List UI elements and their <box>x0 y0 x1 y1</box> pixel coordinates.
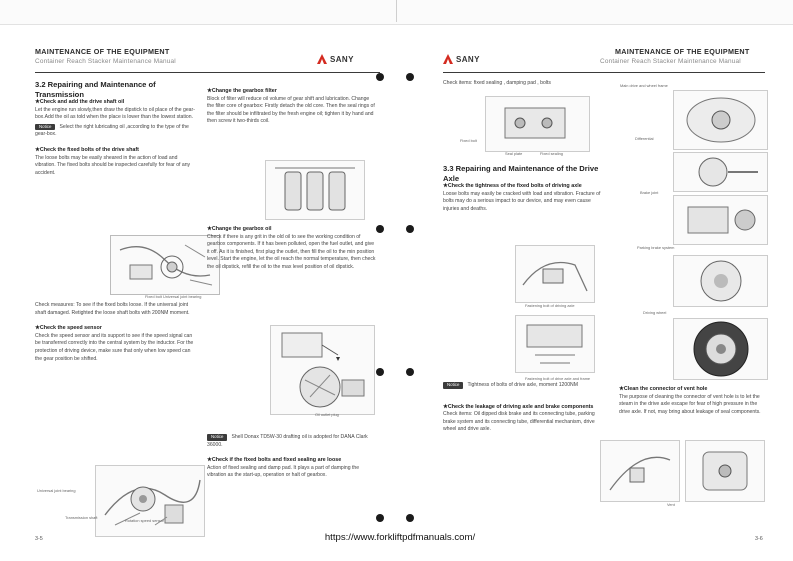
drive-shaft-figure <box>110 235 220 295</box>
heading-fixed-bolts: ★Check the fixed bolts of the drive shaft <box>35 146 139 153</box>
check-measures-text: Check measures: To see if the fixed bolts loose. If the universal joint shaft damaged. Retighted the loose shaft bolts with 200NM moment. <box>35 302 190 316</box>
fig-caption-differential: Differential <box>635 136 654 141</box>
vent-figure-b <box>685 440 765 502</box>
heading-gearbox-oil: ★Change the gearbox oil <box>207 226 272 232</box>
axle-frame-figure <box>515 315 595 373</box>
right-brand-text: SANY <box>456 55 480 64</box>
binding-hole <box>406 514 414 522</box>
fig-caption-parking-brake: Parking brake system <box>637 245 675 250</box>
section-title-3-3: 3.3 Repairing and Maintenance of the Drive Axle <box>443 164 599 183</box>
fig2-caption: Fastening bolt of driving axle <box>525 303 575 308</box>
notice-text-1200nm: Tightness of bolts of drive axle, moment 1200NM <box>467 382 578 388</box>
sany-logo-icon <box>317 54 327 64</box>
fig6-caption: Vent <box>667 502 675 507</box>
right-col-1 <box>443 80 603 88</box>
text-gearbox-filter: Block of filter will reduce oil volume of gear shift and lubrication. Change the filter core of gearbox: Firstly detach the old core. Then the seal rings of the filter should be infiltrated by the fresh engine oil; tighten it by hand and then screw it two-thirds coil. <box>207 95 375 125</box>
speed-sensor-figure <box>95 465 205 537</box>
fig1-caption-c: Fixed sealing <box>540 151 563 156</box>
fig4-caption: Oil outlet plug <box>315 412 339 417</box>
binding-hole <box>376 368 384 376</box>
right-col-1-lower <box>443 382 603 434</box>
notice-badge-oil: Notice <box>207 434 227 441</box>
fig2-caption-b: Transmission shaft <box>65 515 98 520</box>
fig1-caption: Fixed bolt Universal joint bearing <box>145 294 202 299</box>
text-vent-hole: The purpose of cleaning the connector of vent hole is to let the steam in the drive axle escape for fear of high pressure in the drive axle. If not, may bring about leakage of seal components. <box>619 393 761 415</box>
binding-hole <box>406 225 414 233</box>
right-page <box>405 40 775 550</box>
gearbox-oil-figure <box>270 325 375 415</box>
heading-vent-hole: ★Clean the connector of vent hole <box>619 386 708 392</box>
left-header-rule <box>35 72 380 73</box>
fig1-caption-b: Seal plate <box>505 151 523 156</box>
left-header-title: MAINTENANCE OF THE EQUIPMENT <box>35 47 170 56</box>
main-drive-figure <box>673 90 768 150</box>
top-strip <box>0 0 793 25</box>
right-header-rule <box>443 72 765 73</box>
section-title-3-2: 3.2 Repairing and Maintenance of Transmission <box>35 80 156 99</box>
sany-logo-icon <box>443 54 453 64</box>
left-page <box>25 40 395 550</box>
notice-text-lubricating: Select the right lubricating oil ,according to the type of the gear-box. <box>35 123 189 138</box>
right-col-2-lower <box>619 386 769 416</box>
fig-caption-driving-wheel: Driving wheel <box>643 310 667 315</box>
notice-text-shell: Shell Donax TD5W-30 drafting oil is adopted for DANA Clark 36000. <box>207 434 368 448</box>
text-axle-bolts: Loose bolts may easily be cracked with load and vibration. Fracture of bolts may do a serious impact to our device, and may even cause injuries and deaths. <box>443 190 601 212</box>
fig3-caption: Fastening bolt of drive axle and frame <box>525 376 591 381</box>
text-axle-leakage: Check items: Oil dipped disk brake and its connecting tube, parking brake system and its connecting tube, differential mechanism, drive wheel and drive axle. <box>443 411 595 433</box>
fig-caption-main-drive: Main drive and wheel frame <box>620 83 668 88</box>
brake-joint-figure <box>673 195 768 245</box>
notice-badge: Notice <box>35 124 55 131</box>
top-divider <box>396 0 397 22</box>
differential-figure <box>673 152 768 192</box>
binding-hole <box>406 368 414 376</box>
fig2-caption-c: Rotation speed sensor <box>125 518 164 523</box>
text-fixed-sealing: Action of fixed sealing and damp pad. It plays a part of damping the vibration as the start-up, operation or halt of gearbox. <box>207 464 360 479</box>
heading-gearbox-filter: ★Change the gearbox filter <box>207 88 277 94</box>
fig-caption-brake-joint: Brake joint <box>640 190 659 195</box>
fig1-caption-a: Fixed bolt <box>460 138 477 143</box>
right-header-subtitle: Container Reach Stacker Maintenance Manual <box>600 58 741 65</box>
heading-drive-shaft-oil: ★Check and add the drive shaft oil <box>35 99 125 105</box>
right-page-number: 3-6 <box>755 536 763 542</box>
gearbox-filter-figure <box>265 160 365 220</box>
fig2-caption-a: Universal joint bearing <box>37 488 76 493</box>
vent-figure-a <box>600 440 680 502</box>
heading-fixed-sealing: ★Check if the fixed bolts and fixed sealing are loose <box>207 457 342 464</box>
left-col-1-lower <box>35 302 195 363</box>
left-col-2-lower <box>207 434 377 480</box>
binding-hole <box>376 225 384 233</box>
fixed-sealing-figure <box>485 96 590 152</box>
binding-hole <box>376 73 384 81</box>
left-col-2-gearbox-oil <box>207 226 377 272</box>
parking-brake-figure <box>673 255 768 307</box>
notice-badge-axle: Notice <box>443 382 463 389</box>
right-brand <box>443 54 480 64</box>
text-speed-sensor: Check the speed sensor and its support to see if the speed signal can be transferred correctly into the central system by the inductor. For the protection of driving device, make sure that only when low speed can the gear position be shifted. <box>35 332 194 362</box>
check-items-intro: Check items: fixed sealing , damping pad , bolts <box>443 80 551 86</box>
left-page-number: 3-5 <box>35 536 43 542</box>
heading-axle-bolts: ★Check the tightness of the fixed bolts of driving axle <box>443 183 582 189</box>
text-fixed-bolts: The loose bolts may be easily sheared in the action of load and vibration. The fixed bolts should be inspected carefully for fear of any accident. <box>35 154 191 176</box>
right-header-title: MAINTENANCE OF THE EQUIPMENT <box>615 47 750 56</box>
left-col-1 <box>35 80 195 177</box>
axle-bolt-figure <box>515 245 595 303</box>
text-drive-shaft-oil: Let the engine run slowly,then draw the dipstick to oil place of the gear-box.Add the oil as told when the place is lower than the lowest station. <box>35 106 195 121</box>
footer-url[interactable]: https://www.forkliftpdfmanuals.com/ <box>324 532 476 543</box>
right-col-1-axle <box>443 164 603 213</box>
left-brand-text: SANY <box>330 55 354 64</box>
heading-axle-leakage: ★Check the leakage of driving axle and brake components <box>443 403 594 410</box>
left-brand <box>317 54 354 64</box>
binding-hole <box>376 514 384 522</box>
left-col-2 <box>207 88 377 126</box>
driving-wheel-figure <box>673 318 768 380</box>
binding-hole <box>406 73 414 81</box>
heading-speed-sensor: ★Check the speed sensor <box>35 325 102 332</box>
left-header-subtitle: Container Reach Stacker Maintenance Manual <box>35 58 176 65</box>
text-gearbox-oil: Check if there is any grit in the old oil to see the working condition of gearbox components. If it has been polluted, open the fuel outlet, and give it off. As it is finished, first plug the outlet, then fill the oil to the min position level. Start the engine, let the oil reach the normal temperature, then check the oil dipstick, refill the oil to the max level position of oil dipstick. <box>207 233 376 270</box>
